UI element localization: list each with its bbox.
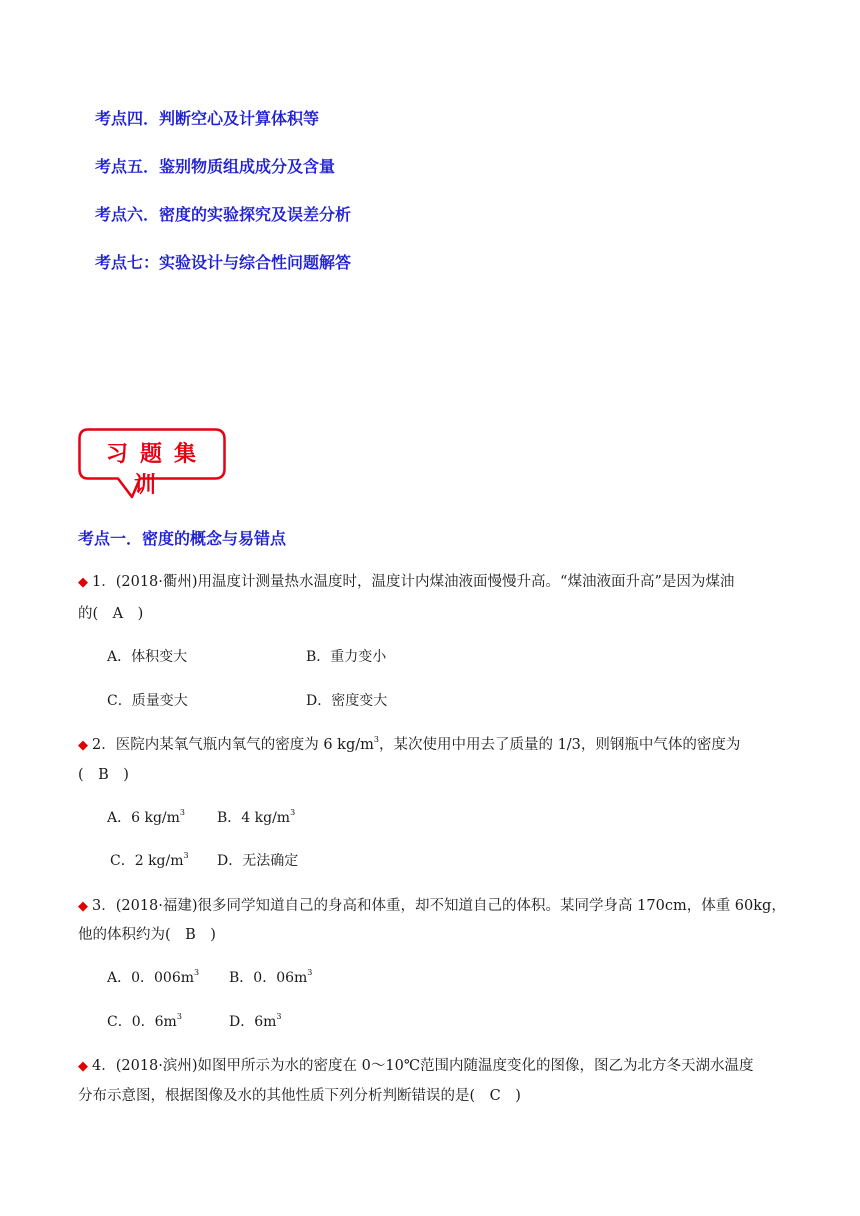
q3-option-d: D．$6m^3$: [229, 1012, 282, 1030]
q4-text-1: 4．(2018·滨州)如图甲所示为水的密度在 0～10℃范围内随温度变化的图像，图乙为北方冬天湖水温度: [92, 1058, 754, 1074]
q1-line2: 的( A ): [78, 606, 144, 622]
topic-4: 考点四．判断空心及计算体积等: [95, 109, 320, 128]
diamond-bullet-icon: ◆: [78, 738, 88, 753]
exercise-badge-label: 习题集训: [105, 442, 208, 498]
q2-option-a: A．6 $kg/m^3$: [107, 808, 185, 826]
q4-line1: [78, 1056, 754, 1077]
q2-option-c: C．2 $kg/m^3$: [110, 851, 189, 869]
q2-text-pre: 2．医院内某氧气瓶内氧气的密度为 6 kg/m: [92, 737, 374, 753]
topic-7: 考点七：实验设计与综合性问题解答: [95, 253, 352, 272]
q1-option-b: B．重力变小: [306, 649, 387, 665]
q2-option-d: D．无法确定: [217, 853, 299, 869]
q4-line2: 分布示意图，根据图像及水的其他性质下列分析判断错误的是( C ): [78, 1088, 521, 1104]
q3-option-b: B．0．$06m^3$: [229, 968, 313, 986]
q1-line1: [78, 572, 734, 593]
q1-option-c: C．质量变大: [107, 693, 188, 709]
q3-line1: [78, 896, 786, 917]
q2-line2: ( B ): [78, 767, 129, 783]
topic-5: 考点五．鉴别物质组成成分及含量: [95, 157, 336, 176]
diamond-bullet-icon: ◆: [78, 575, 88, 590]
q3-text-1: 3．(2018·福建)很多同学知道自己的身高和体重，却不知道自己的体积。某同学身高 170cm，体重 60kg，: [92, 898, 786, 914]
q1-option-a: A．体积变大: [107, 649, 188, 665]
q3-line2: 他的体积约为( B ): [78, 927, 216, 943]
q2-superscript: 3: [373, 735, 379, 744]
q3-option-a: A．0．$006m^3$: [107, 968, 200, 986]
q2-line1: [78, 735, 740, 756]
topic-6: 考点六．密度的实验探究及误差分析: [95, 205, 352, 224]
q3-option-c: C．0．$6m^3$: [107, 1012, 182, 1030]
diamond-bullet-icon: ◆: [78, 899, 88, 914]
q2-option-b: B．4 $kg/m^3$: [217, 808, 296, 826]
diamond-bullet-icon: ◆: [78, 1059, 88, 1074]
section-title: 考点一．密度的概念与易错点: [78, 529, 287, 548]
q2-text-post: ，某次使用中用去了质量的 1/3，则钢瓶中气体的密度为: [378, 737, 741, 753]
q1-option-d: D．密度变大: [306, 693, 388, 709]
q1-text-1: 1．(2018·衢州)用温度计测量热水温度时，温度计内煤油液面慢慢升高。“煤油液面升高”是因为煤油: [92, 574, 735, 590]
